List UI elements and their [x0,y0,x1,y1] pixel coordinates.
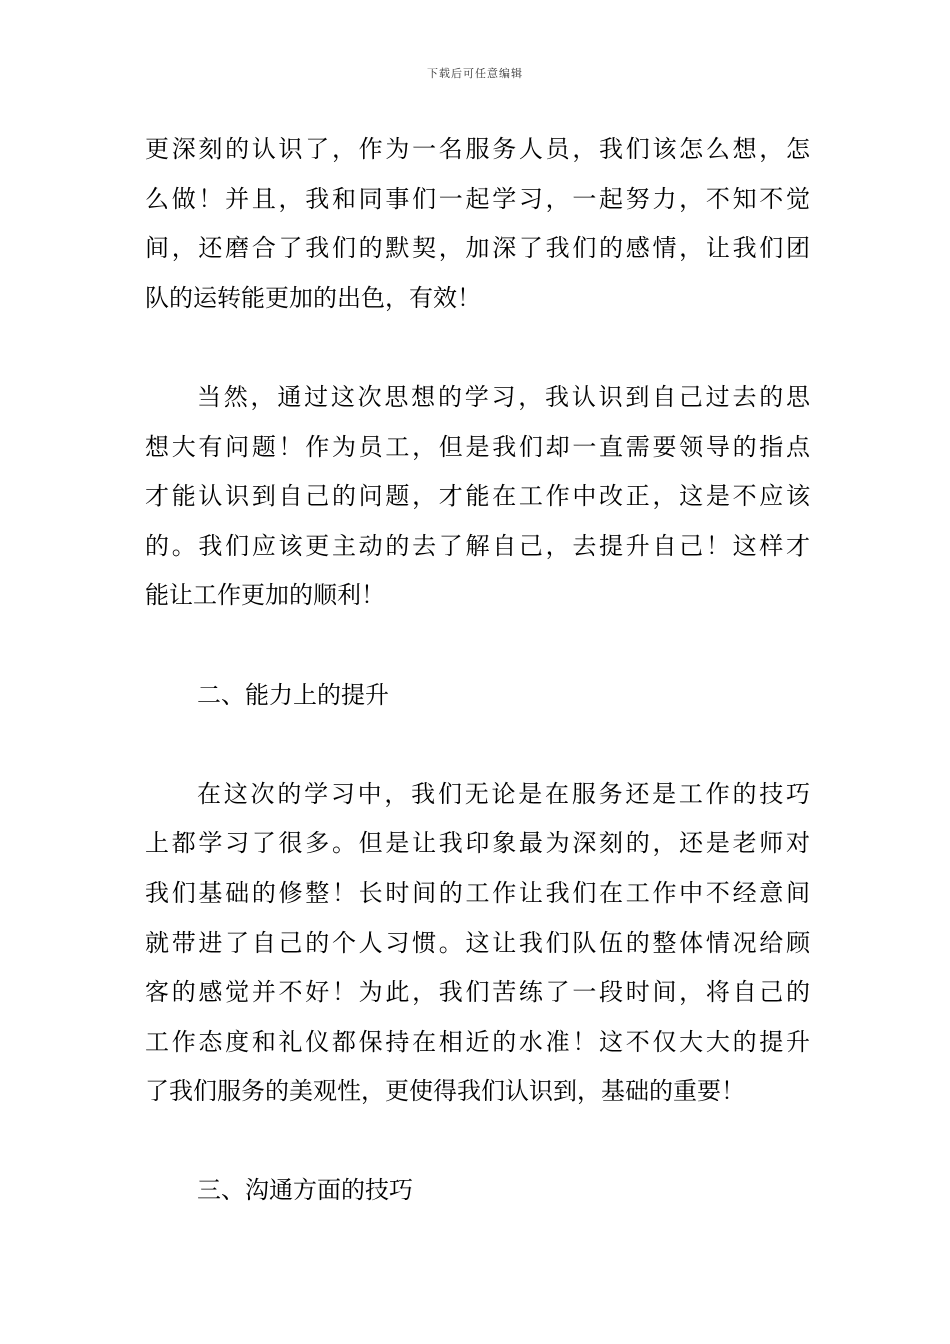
paragraph-spacer [145,1117,810,1167]
paragraph-spacer [145,720,810,770]
paragraph [145,125,810,323]
section-heading: 三、沟通方面的技巧 [197,1176,413,1205]
text-line: 的。我们应该更主动的去了解自己，去提升自己！这样才 [145,531,810,560]
paragraph [145,373,810,621]
text-line: 客的感觉并不好！为此，我们苦练了一段时间，将自己的 [145,978,810,1007]
paragraph [145,770,810,1117]
page-header: 下载后可任意编辑 [427,67,523,80]
text-line: 么做！并且，我和同事们一起学习，一起努力，不知不觉 [145,184,810,213]
document-body [145,125,810,1216]
paragraph-spacer [145,323,810,373]
text-line: 了我们服务的美观性，更使得我们认识到，基础的重要！ [145,1077,745,1106]
text-line: 才能认识到自己的问题，才能在工作中改正，这是不应该 [145,482,810,511]
text-line: 间，还磨合了我们的默契，加深了我们的感情，让我们团 [145,234,810,263]
text-line: 就带进了自己的个人习惯。这让我们队伍的整体情况给顾 [145,928,810,957]
text-line: 上都学习了很多。但是让我印象最为深刻的，还是老师对 [145,829,810,858]
text-line: 工作态度和礼仪都保持在相近的水准！这不仅大大的提升 [145,1027,810,1056]
text-line: 更深刻的认识了，作为一名服务人员，我们该怎么想，怎 [145,135,810,163]
text-line: 队的运转能更加的出色，有效！ [145,283,481,312]
text-line: 当然，通过这次思想的学习，我认识到自己过去的思 [197,382,810,411]
text-line: 想大有问题！作为员工，但是我们却一直需要领导的指点 [145,432,810,461]
section-heading: 二、能力上的提升 [197,680,389,709]
text-line: 能让工作更加的顺利！ [145,581,385,610]
text-line: 在这次的学习中，我们无论是在服务还是工作的技巧 [197,779,810,808]
paragraph-spacer [145,621,810,671]
text-line: 我们基础的修整！长时间的工作让我们在工作中不经意间 [145,878,810,907]
